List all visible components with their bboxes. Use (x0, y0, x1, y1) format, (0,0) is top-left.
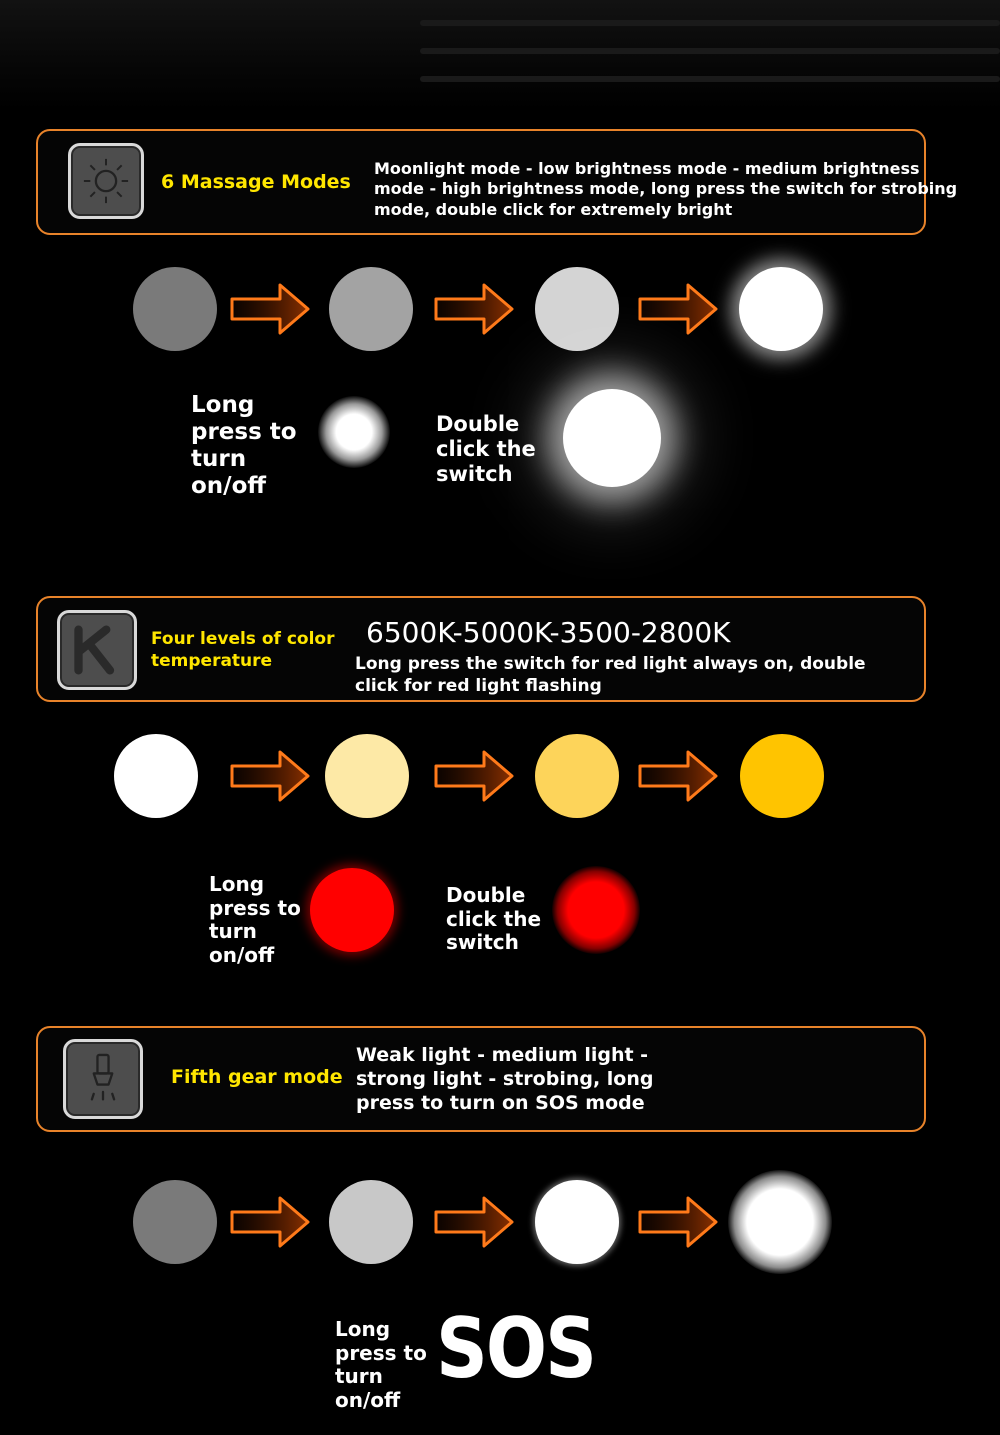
arrow-right-icon (228, 279, 312, 339)
color-temperature-levels: 6500K-5000K-3500-2800K (366, 616, 731, 649)
arrow-right-icon (432, 1192, 516, 1252)
sun-icon (68, 143, 144, 219)
flashlight-icon (63, 1039, 143, 1119)
arrow-right-icon (432, 746, 516, 806)
arrow-right-icon (228, 1192, 312, 1252)
double-click-label: Double click the switch (436, 412, 536, 486)
temperature-3500k (535, 734, 619, 818)
arrow-right-icon (636, 279, 720, 339)
long-press-label: Long press to turn on/off (209, 872, 301, 967)
gear-medium-light (329, 1180, 413, 1264)
background-stripe (420, 48, 1000, 54)
arrow-right-icon (432, 279, 516, 339)
long-press-label: Long press to turn on/off (335, 1317, 427, 1412)
section2-panel (36, 596, 926, 702)
gear-strobing-light (728, 1170, 832, 1274)
section2-title: Four levels of color temperature (151, 629, 335, 672)
section3-description: Weak light - medium light - strong light - strobing, long press to turn on SOS mode (356, 1044, 654, 1115)
double-click-label: Double click the switch (446, 883, 542, 955)
arrow-right-icon (228, 746, 312, 806)
red-light-steady (310, 868, 394, 952)
gear-strong-light (535, 1180, 619, 1264)
long-press-label: Long press to turn on/off (191, 392, 297, 500)
sos-text: SOS (436, 1300, 595, 1397)
light-level-4 (739, 267, 823, 351)
temperature-2800k (740, 734, 824, 818)
extreme-bright-light (563, 389, 661, 487)
light-level-2 (329, 267, 413, 351)
gear-weak-light (133, 1180, 217, 1264)
arrow-right-icon (636, 1192, 720, 1252)
background-stripe (420, 20, 1000, 26)
temperature-6500k (114, 734, 198, 818)
section1-title: 6 Massage Modes (161, 171, 351, 193)
section1-description: Moonlight mode - low brightness mode - medium brightness mode - high brightness mode, long press the switch for strobing mode, double click for extremely bright (374, 159, 958, 219)
section3-title: Fifth gear mode (171, 1066, 343, 1088)
strobe-light (318, 396, 390, 468)
light-level-3 (535, 267, 619, 351)
red-light-flashing (552, 866, 640, 954)
section1-panel (36, 129, 958, 235)
arrow-right-icon (636, 746, 720, 806)
background-top (0, 0, 1000, 110)
k-letter-icon (57, 610, 137, 690)
background-stripe (420, 76, 1000, 82)
temperature-5000k (325, 734, 409, 818)
section3-panel (36, 1026, 926, 1132)
section2-description: Long press the switch for red light always on, double click for red light flashing (355, 654, 866, 697)
light-level-1 (133, 267, 217, 351)
